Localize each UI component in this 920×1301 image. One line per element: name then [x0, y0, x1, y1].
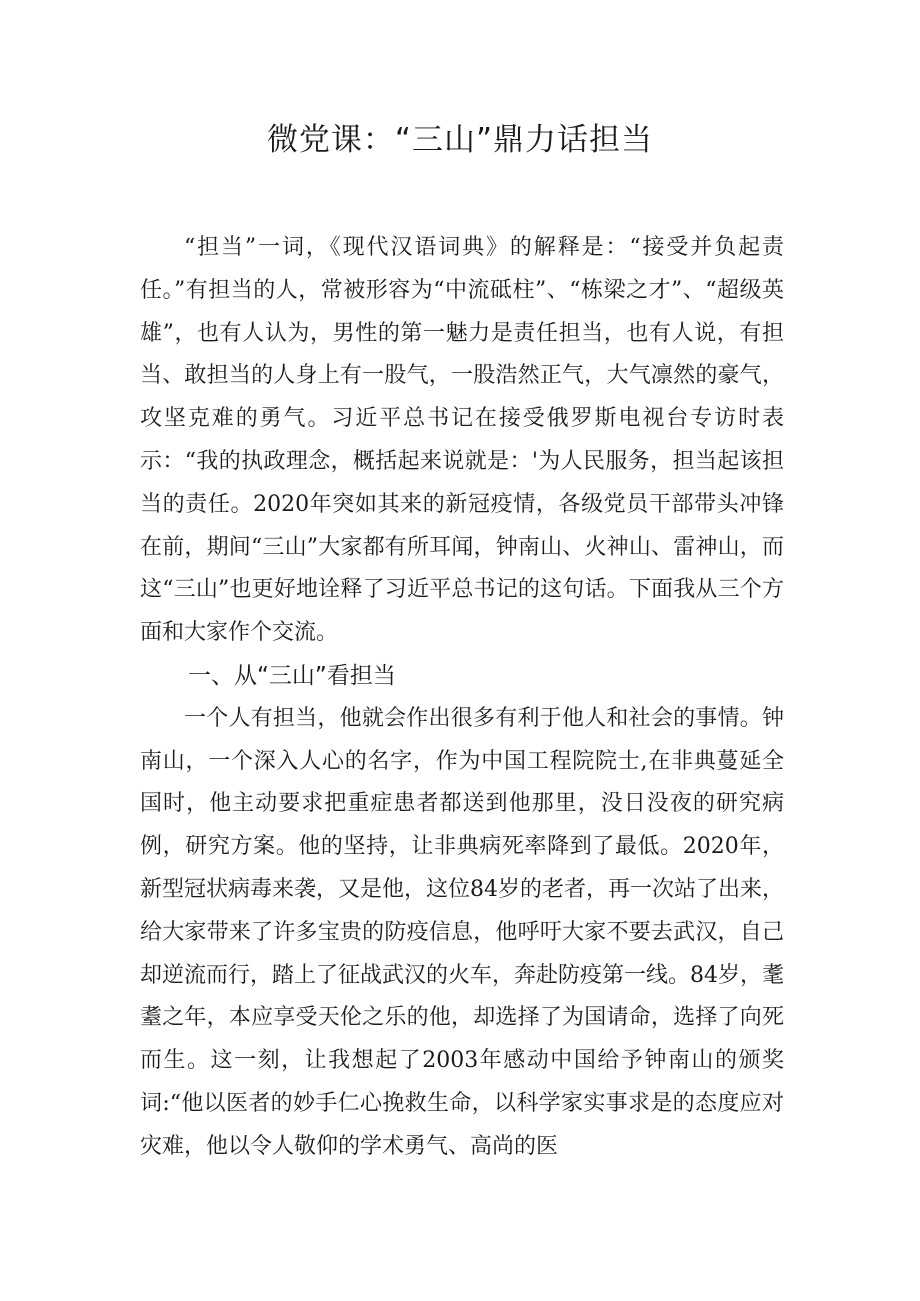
document-title: 微党课：“三山”鼎力话担当 — [266, 122, 654, 158]
section-heading: 一、从“三山”看担当 — [188, 662, 396, 689]
intro-paragraph: “担当”一词，《现代汉语词典》的解释是：“接受并负起责任。”有担当的人，常被形容为“中流砥柱”、“栋梁之才”、“超级英雄”，也有人认为，男性的第一魅力是责任担当，也有人说，有担当、敢担当的人身上有一股气，一股浩然正气，大气凛然的豪气，攻坚克难的勇气。习近平总书记在接受俄罗斯电视台专访时表示：“我的执政理念，概括起来说就是：'为人民服务，担当起该担当的责任。2020年突如其来的新冠疫情，各级党员干部带头冲锋在前，期间“三山”大家都有所耳闻，钟南山、火神山、雷神山，而这“三山”也更好地诠释了习近平总书记的这句话。下面我从三个方面和大家作个交流。 — [140, 235, 785, 646]
document-body — [140, 227, 784, 1169]
section-paragraph: 一个人有担当，他就会作出很多有利于他人和社会的事情。钟南山，一个深入人心的名字，作为中国工程院院士,在非典蔓延全国时，他主动要求把重症患者都送到他那里，没日没夜的研究病例，研究方案。他的坚持，让非典病死率降到了最低。2020年，新型冠状病毒来袭，又是他，这位84岁的老者，再一次站了出来，给大家带来了许多宝贵的防疫信息，他呼吁大家不要去武汉，自己却逆流而行，踏上了征战武汉的火车，奔赴防疫第一线。84岁，耄耋之年，本应享受天伦之乐的他，却选择了为国请命，选择了向死而生。这一刻，让我想起了2003年感动中国给予钟南山的颁奖词:“他以医者的妙手仁心挽救生命，以科学家实事求是的态度应对灾难，他以令人敬仰的学术勇气、高尚的医 — [140, 705, 784, 1159]
